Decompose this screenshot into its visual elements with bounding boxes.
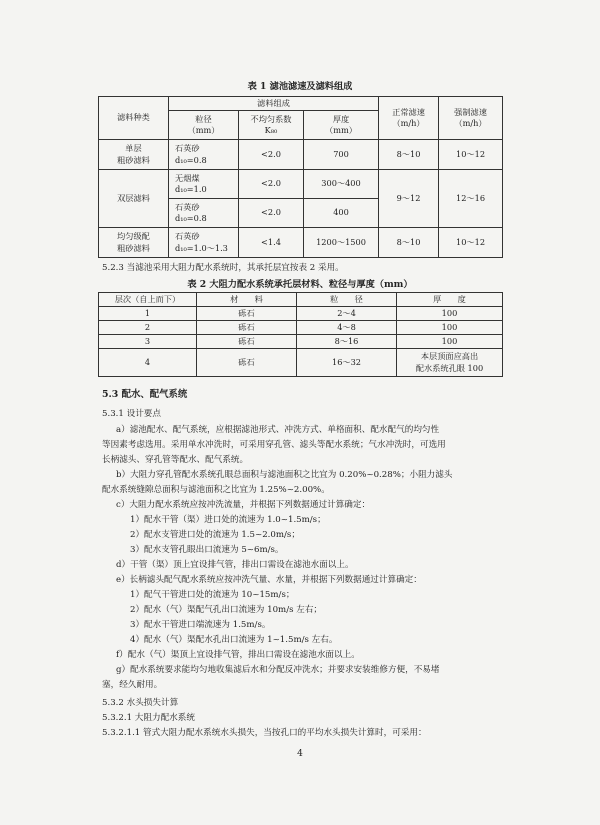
- item-a-line1: a）滤池配水、配气系统，应根据滤池形式、冲洗方式、单格面积、配水配气的均匀性: [116, 425, 440, 435]
- item-g-line2: 塞，经久耐用。: [102, 680, 163, 690]
- t1-cell-size: [169, 199, 239, 228]
- t1-head-size-unit: （mm）: [187, 125, 220, 135]
- t2-cell-size: 2～4: [297, 307, 397, 321]
- t1-cell-size: [169, 140, 239, 170]
- clause-5-3-2-1: 5.3.2.1 大阻力配水系统: [102, 713, 195, 723]
- t1-material: 石英砂: [175, 201, 200, 212]
- t2-head-thickness: 厚 度: [397, 293, 503, 307]
- t1-head-thickness-label: 厚度: [332, 113, 350, 124]
- t1-cell-thickness: 700: [304, 140, 379, 170]
- t2-cell-material: 砾石: [197, 321, 297, 335]
- item-c-1: 1）配水干管（渠）进口处的流速为 1.0~1.5m/s；: [130, 515, 326, 525]
- t1-cell-k: <2.0: [239, 199, 304, 228]
- t1-cell-forced: 10～12: [439, 228, 503, 258]
- item-d: d）干管（渠）顶上宜设排气管，排出口需设在滤池水面以上。: [116, 560, 354, 570]
- t1-material: 石英砂: [175, 231, 200, 242]
- t1-head-uniformity: [239, 111, 304, 140]
- t2-cell-material: 砾石: [197, 307, 297, 321]
- t1-head-k80: K₈₀: [264, 125, 278, 135]
- table-row: [99, 335, 503, 349]
- t2-cell-material: 砾石: [197, 349, 297, 377]
- t2-cell-layer: 3: [99, 335, 197, 349]
- table1: [98, 96, 503, 258]
- t2-cell-thickness: 100: [397, 321, 503, 335]
- item-b-line2: 配水系统缝隙总面积与滤池面积之比宜为 1.25%~2.00%。: [102, 485, 330, 495]
- item-a-line2: 等因素考虑选用。采用单水冲洗时，可采用穿孔管、滤头等配水系统；气水冲洗时，可选用: [102, 440, 446, 450]
- item-e: e）长柄滤头配气配水系统应按冲洗气量、水量，并根据下列数据通过计算确定：: [116, 575, 422, 585]
- t2-thickness-line1: 本层顶面应高出: [420, 351, 479, 362]
- item-e-3: 3）配水干管进口端流速为 1.5m/s。: [130, 620, 271, 630]
- table1-caption: 表 1 滤池滤速及滤料组成: [247, 81, 353, 92]
- t1-head-normal: [379, 97, 439, 140]
- t2-cell-thickness: 100: [397, 335, 503, 349]
- t1-head-size-label: 粒径: [195, 113, 212, 124]
- t1-head-forced-label: 强制滤速: [454, 106, 487, 117]
- t1-cell-thickness: 400: [304, 199, 379, 228]
- t1-cell-forced: 12～16: [439, 170, 503, 228]
- item-f: f）配水（气）渠顶上宜设排气管，排出口需设在滤池水面以上。: [116, 650, 360, 660]
- t1-cell-size: [169, 170, 239, 199]
- t1-head-forced-unit: （m/h）: [454, 118, 487, 128]
- t1-cell-size: [169, 228, 239, 258]
- t1-cell-forced: 10～12: [439, 140, 503, 170]
- t2-head-material: 材 料: [197, 293, 297, 307]
- t1-cell-normal: 9～12: [379, 170, 439, 228]
- item-e-2: 2）配水（气）渠配气孔出口流速为 10m/s 左右；: [130, 605, 323, 615]
- t1-cell-k: <1.4: [239, 228, 304, 258]
- t1-head-uniformity-label: 不均匀系数: [250, 113, 292, 124]
- item-a-line3: 长柄滤头、穿孔管等配水、配气系统。: [102, 455, 249, 465]
- t2-cell-size: 8～16: [297, 335, 397, 349]
- table-row: [99, 321, 503, 335]
- t1-head-forced: [439, 97, 503, 140]
- t1-head-thickness-unit: （mm）: [325, 125, 357, 135]
- t2-cell-layer: 2: [99, 321, 197, 335]
- t1-diameter: d₁₀=0.8: [175, 213, 207, 223]
- clause-5-3-2: 5.3.2 水头损失计算: [102, 698, 179, 708]
- table-row: [99, 170, 503, 199]
- table2: [98, 292, 503, 377]
- t1-head-type: 滤料种类: [99, 97, 169, 140]
- t1-material: 无烟煤: [175, 172, 200, 183]
- item-c-3: 3）配水支管孔眼出口流速为 5~6m/s。: [130, 545, 284, 555]
- table-row: [99, 228, 503, 258]
- t1-cell-type: 双层滤料: [99, 170, 169, 228]
- t2-head-layer: 层次（自上而下）: [99, 293, 197, 307]
- item-c: c）大阻力配水系统应按冲洗流量，并根据下列数据通过计算确定：: [116, 500, 371, 510]
- t1-head-size: [169, 111, 239, 140]
- t2-cell-size: 4～8: [297, 321, 397, 335]
- t1-type-line2: 粗砂滤料: [117, 242, 150, 253]
- clause-5-3-1: 5.3.1 设计要点: [102, 409, 161, 419]
- table-row: [99, 140, 503, 170]
- t2-cell-layer: 1: [99, 307, 197, 321]
- t1-diameter: d₁₀=1.0～1.3: [175, 242, 228, 253]
- t1-cell-normal: 8～10: [379, 228, 439, 258]
- t2-cell-thickness: 100: [397, 307, 503, 321]
- section-5-3-heading: 5.3 配水、配气系统: [102, 389, 188, 400]
- clause-5-3-2-1-1: 5.3.2.1.1 管式大阻力配水系统水头损失，当按孔口的平均水头损失计算时，可采用：: [102, 728, 427, 738]
- t2-cell-size: 16～32: [297, 349, 397, 377]
- t1-cell-type: [99, 140, 169, 170]
- t1-head-thickness: [304, 111, 379, 140]
- t1-diameter: d₁₀=1.0: [175, 184, 207, 194]
- t2-thickness-line2: 配水系统孔眼 100: [415, 362, 484, 373]
- t1-cell-thickness: 300～400: [304, 170, 379, 199]
- t2-cell-material: 砾石: [197, 335, 297, 349]
- page-number: 4: [297, 749, 303, 759]
- t1-diameter: d₁₀=0.8: [175, 154, 207, 165]
- t1-cell-k: <2.0: [239, 170, 304, 199]
- item-g-line1: g）配水系统要求能均匀地收集滤后水和分配反冲洗水；并要求安装维修方便，不易堵: [116, 665, 440, 675]
- table-row: [99, 349, 503, 377]
- item-e-1: 1）配气干管进口处的流速为 10~15m/s；: [130, 590, 295, 600]
- t1-cell-k: <2.0: [239, 140, 304, 170]
- t1-head-normal-label: 正常滤速: [392, 106, 425, 117]
- t1-material: 石英砂: [175, 143, 200, 154]
- t1-head-normal-unit: （m/h）: [392, 118, 425, 128]
- t1-type-line1: 均匀级配: [117, 231, 150, 242]
- item-e-4: 4）配水（气）渠配水孔出口流速为 1~1.5m/s 左右。: [130, 635, 338, 645]
- item-b-line1: b）大阻力穿孔管配水系统孔眼总面积与滤池面积之比宜为 0.20%~0.28%；小阻力滤头: [116, 470, 453, 480]
- t1-head-composition: 滤料组成: [169, 97, 379, 111]
- t1-type-line1: 单层: [125, 143, 142, 154]
- table2-caption: 表 2 大阻力配水系统承托层材料、粒径与厚度（mm）: [187, 279, 413, 290]
- t2-cell-layer: 4: [99, 349, 197, 377]
- t1-cell-normal: 8～10: [379, 140, 439, 170]
- t2-cell-thickness: [397, 349, 503, 377]
- t1-type-line2: 粗砂滤料: [117, 154, 150, 165]
- table-row: [99, 307, 503, 321]
- t2-head-size: 粒 径: [297, 293, 397, 307]
- item-c-2: 2）配水支管进口处的流速为 1.5~2.0m/s；: [130, 530, 300, 540]
- clause-5-2-3: 5.2.3 当滤池采用大阻力配水系统时，其承托层宜按表 2 采用。: [102, 263, 344, 273]
- t1-cell-thickness: 1200～1500: [304, 228, 379, 258]
- t1-cell-type: [99, 228, 169, 258]
